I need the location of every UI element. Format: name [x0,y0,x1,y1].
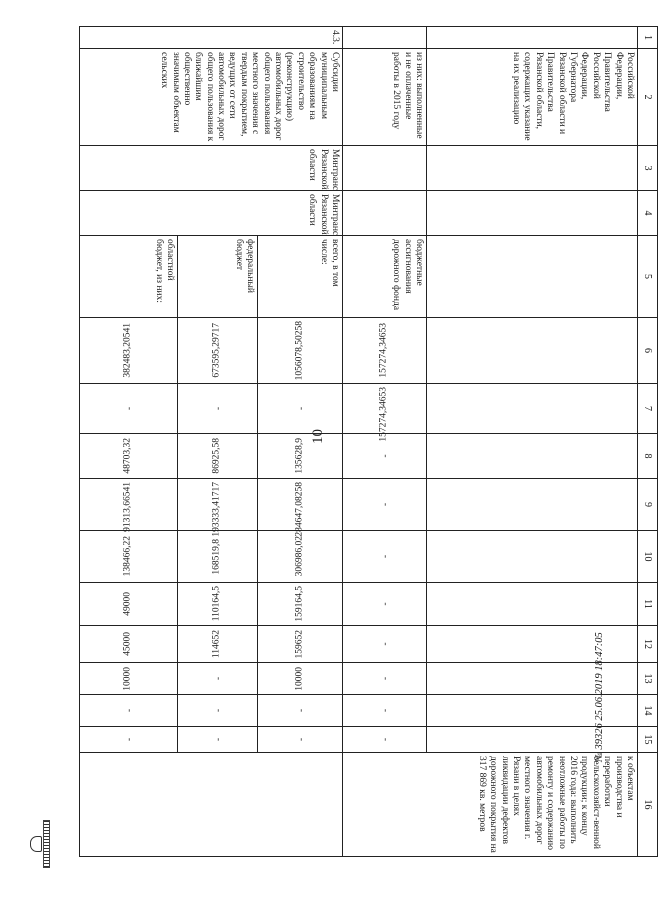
value-cell: - [343,626,427,663]
value-cell: - [178,384,258,434]
value-cell: 114652 [211,629,222,659]
value-cell: - [343,583,427,626]
value-cell: - [343,479,427,531]
col-number: 3 [638,146,658,191]
value-cell: - [343,663,427,695]
value-cell: - [178,695,258,727]
value-cell: - [178,663,258,695]
value-cell: 382483,20541 [122,323,133,378]
funding-source: областной бюджет, из них: [80,236,178,318]
responsible-executor: Минтранс Рязанской области [80,146,343,191]
col-number: 11 [638,583,658,626]
table-row [258,27,343,857]
registration-stamp: № 39326 25.06.2019 18:47:05 [594,632,605,762]
value-cell: 159652 [294,629,305,659]
col-number: 10 [638,531,658,583]
col-number: 13 [638,663,658,695]
value-cell: - [343,695,427,727]
value-cell: 306986,02 [294,536,305,577]
page-number: 10 [310,429,326,444]
value-cell: 159164,5 [294,586,305,622]
value-cell: 110164,5 [211,586,222,622]
value-cell: 168519,8 [211,538,222,575]
value-cell: - [343,727,427,753]
value-cell: 157274,34653 [378,387,389,442]
col-number: 9 [638,479,658,531]
value-cell: 10000 [294,666,305,691]
stamp-barcode [43,820,50,868]
value-cell: 45000 [122,632,133,656]
value-cell: - [80,695,178,727]
value-cell: 10000 [122,666,133,691]
value-cell: 48703,32 [122,438,133,474]
value-cell: - [343,434,427,479]
budget-table [79,26,658,857]
row-description: Российской Федерации, Правительства Российской Федерации, Губернатора Рязанской области и Правительства Рязанской области, содержащих указание на их реализацию [427,49,638,146]
value-cell: - [343,531,427,583]
emblem-icon [30,836,42,852]
value-cell: - [258,695,343,727]
value-cell: 284647,08258 [294,482,305,537]
row-index: 4.3. [80,27,343,49]
value-cell: - [258,384,343,434]
expected-results-cell: к объектам производства и переработки сельскохозяйст-венной продукции; к концу 2016 года: выполнить неотложные работы по ремонту и содержанию автомобильных дорог местного значения г. Рязани в целях ликвидации дефектов дорожного покрытия на 317 869 кв. метров [343,753,638,857]
value-cell: 157274,34653 [378,323,389,378]
value-cell: 91313,66541 [122,482,133,532]
value-cell: - [178,727,258,753]
value-cell: 49000 [122,592,133,616]
col-number: 1 [638,27,658,49]
col-number: 6 [638,318,658,384]
table-row [427,27,638,857]
value-cell: 673595,29717 [211,323,222,378]
co-executor: Минтранс Рязанской области [80,191,343,236]
col-number: 8 [638,434,658,479]
rotated-table-area [56,26,658,856]
col-number: 7 [638,384,658,434]
col-number: 15 [638,727,658,753]
value-cell: - [80,727,178,753]
value-cell: 135628,9 [294,438,305,474]
col-number: 16 [638,753,658,857]
value-cell: - [258,727,343,753]
value-cell: 138466,22 [122,536,133,577]
value-cell: 86925,58 [211,438,222,474]
funding-source: всего, в том числе: [258,236,343,318]
col-number: 5 [638,236,658,318]
col-number: 2 [638,49,658,146]
document-stamp [30,816,50,872]
row-description: из них: выполненные и не оплаченные работы в 2015 году [343,49,427,146]
col-number: 14 [638,695,658,727]
table-row [343,27,427,857]
funding-source: федеральный бюджет [178,236,258,318]
col-number: 4 [638,191,658,236]
column-number-row [638,27,658,857]
row-description: Субсидии муниципальным образованиям на строительство (реконструкцию) автомобильных дорог общего пользования местного значения с твердым покрытием, ведущих от сети автомобильных дорог общего пользования к ближайшим общественно значимым объектам сельских [80,49,343,146]
value-cell: 1056078,50258 [294,321,305,381]
col-number: 12 [638,626,658,663]
value-cell: 193333,41717 [211,482,222,537]
funding-source: бюджетные ассигнования дорожного фонда [343,236,427,318]
value-cell: - [80,384,178,434]
